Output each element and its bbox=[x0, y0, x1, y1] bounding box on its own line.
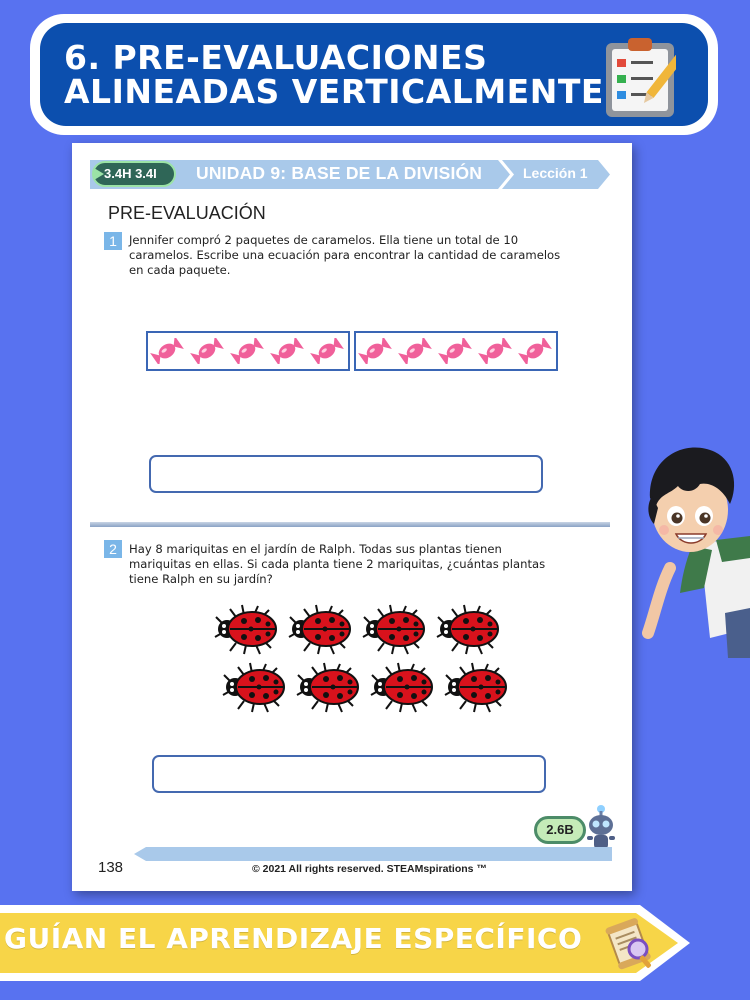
play-arrow-icon bbox=[94, 168, 104, 180]
candy-icon bbox=[270, 338, 304, 364]
ladybug-icon bbox=[222, 661, 288, 713]
candy-icon bbox=[478, 338, 512, 364]
ladybug-icon bbox=[214, 603, 280, 655]
candy-icon bbox=[190, 338, 224, 364]
copyright-notice: © 2021 All rights reserved. STEAMspirations ™ bbox=[252, 863, 487, 875]
ladybug-icon bbox=[362, 603, 428, 655]
banner-title bbox=[64, 38, 604, 111]
ladybug-icon bbox=[296, 661, 362, 713]
candy-icon bbox=[310, 338, 344, 364]
unit-title: UNIDAD 9: BASE DE LA DIVISIÓN bbox=[196, 163, 483, 183]
pre-evaluation-heading: PRE-EVALUACIÓN bbox=[108, 203, 266, 223]
ladybug-icon bbox=[444, 661, 510, 713]
question-2-line2: mariquitas en ellas. Si cada planta tiene 2 mariquitas, ¿cuántas plantas bbox=[129, 557, 546, 571]
ribbon-text: GUÍAN EL APRENDIZAJE ESPECÍFICO bbox=[4, 922, 583, 955]
title-banner-inner bbox=[40, 23, 708, 126]
banner-title-line1: 6. PRE-EVALUACIONES bbox=[64, 38, 488, 77]
title-banner bbox=[30, 14, 718, 135]
candy-icon bbox=[398, 338, 432, 364]
page-number: 138 bbox=[98, 859, 124, 876]
question-2-line3: tiene Ralph en su jardín? bbox=[129, 572, 273, 586]
question-1-number: 1 bbox=[104, 232, 122, 250]
question-2-answer-box[interactable] bbox=[152, 755, 546, 793]
question-1-line1: Jennifer compró 2 paquetes de caramelos. Ella tiene un total de 10 bbox=[129, 233, 519, 247]
section-divider bbox=[90, 522, 610, 527]
candy-icon bbox=[230, 338, 264, 364]
banner-title-line2: ALINEADAS VERTICALMENTE bbox=[64, 72, 604, 111]
candy-icon bbox=[438, 338, 472, 364]
worksheet-page bbox=[72, 143, 632, 891]
candy-icon bbox=[518, 338, 552, 364]
ladybug-icon bbox=[288, 603, 354, 655]
ladybug-icon bbox=[436, 603, 502, 655]
standard-code-badge: 2.6B bbox=[534, 816, 586, 844]
question-1-answer-box[interactable] bbox=[149, 455, 543, 493]
footer-bar bbox=[134, 847, 612, 861]
question-1-line3: en cada paquete. bbox=[129, 263, 231, 277]
candy-icon bbox=[358, 338, 392, 364]
question-2-line1: Hay 8 mariquitas en el jardín de Ralph. Todas sus plantas tienen bbox=[129, 542, 502, 556]
question-1-line2: caramelos. Escribe una ecuación para encontrar la cantidad de caramelos bbox=[129, 248, 561, 262]
candy-icon bbox=[150, 338, 184, 364]
scroll-magnifier-icon bbox=[605, 915, 655, 971]
question-2-text bbox=[129, 542, 545, 587]
question-1-text bbox=[129, 233, 560, 278]
question-2-number: 2 bbox=[104, 540, 122, 558]
clipboard-checklist-icon bbox=[604, 37, 676, 119]
boy-character-illustration bbox=[630, 438, 750, 658]
standards-text: 3.4H 3.4I bbox=[104, 166, 157, 181]
lesson-label: Lección 1 bbox=[523, 165, 588, 181]
ladybug-icon bbox=[370, 661, 436, 713]
